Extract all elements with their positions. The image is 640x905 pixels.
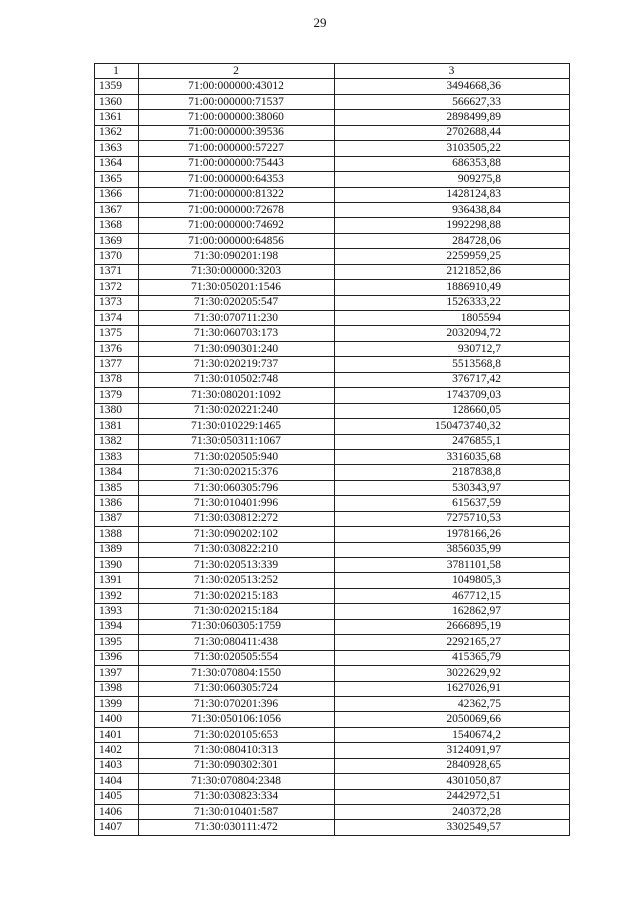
table-row [95,141,570,156]
cadastral-value: 2292165,27 [335,635,570,650]
cadastral-number: 71:30:020215:184 [139,604,335,619]
cadastral-number: 71:00:000000:64353 [139,172,335,187]
table-row [95,681,570,696]
row-number: 1407 [95,820,139,835]
row-number: 1396 [95,650,139,665]
row-number: 1379 [95,388,139,403]
table-row [95,465,570,480]
cadastral-number: 71:30:020219:737 [139,357,335,372]
row-number: 1401 [95,727,139,742]
table-row [95,403,570,418]
cadastral-value: 1049805,3 [335,573,570,588]
cadastral-value: 7275710,53 [335,511,570,526]
cadastral-number: 71:30:060703:173 [139,326,335,341]
cadastral-number: 71:30:080201:1092 [139,388,335,403]
table-row [95,496,570,511]
table-row [95,218,570,233]
cadastral-value: 467712,15 [335,588,570,603]
cadastral-value: 930712,7 [335,341,570,356]
table-row [95,650,570,665]
row-number: 1376 [95,341,139,356]
cadastral-number: 71:00:000000:81322 [139,187,335,202]
cadastral-number: 71:30:070804:2348 [139,774,335,789]
table-row [95,588,570,603]
cadastral-number: 71:30:020505:554 [139,650,335,665]
row-number: 1394 [95,619,139,634]
table-row [95,743,570,758]
cadastral-number: 71:00:000000:75443 [139,156,335,171]
cadastral-value: 3781101,58 [335,558,570,573]
table-row [95,480,570,495]
table-row [95,280,570,295]
cadastral-number: 71:30:070201:396 [139,696,335,711]
row-number: 1381 [95,419,139,434]
table-row [95,233,570,248]
cadastral-number: 71:30:020513:252 [139,573,335,588]
cadastral-number: 71:30:030823:334 [139,789,335,804]
cadastral-value: 2666895,19 [335,619,570,634]
cadastral-value: 3856035,99 [335,542,570,557]
cadastral-value: 3022629,92 [335,666,570,681]
row-number: 1370 [95,249,139,264]
cadastral-value: 3124091,97 [335,743,570,758]
cadastral-value: 615637,59 [335,496,570,511]
table-row [95,558,570,573]
table-row [95,326,570,341]
page-number: 29 [313,15,327,30]
table-row [95,372,570,387]
row-number: 1393 [95,604,139,619]
table-body [95,79,570,835]
row-number: 1388 [95,527,139,542]
row-number: 1374 [95,311,139,326]
row-number: 1359 [95,79,139,94]
cadastral-value: 2840928,65 [335,758,570,773]
table-row [95,125,570,140]
table-row [95,666,570,681]
row-number: 1380 [95,403,139,418]
cadastral-number: 71:30:020505:940 [139,449,335,464]
cadastral-value: 42362,75 [335,696,570,711]
cadastral-number: 71:30:050106:1056 [139,712,335,727]
row-number: 1392 [95,588,139,603]
table-row [95,774,570,789]
table-row [95,573,570,588]
cadastral-number: 71:30:030111:472 [139,820,335,835]
cadastral-number: 71:00:000000:43012 [139,79,335,94]
table-row [95,619,570,634]
row-number: 1397 [95,666,139,681]
cadastral-number: 71:30:020221:240 [139,403,335,418]
cadastral-value: 686353,88 [335,156,570,171]
table-row [95,434,570,449]
cadastral-number: 71:30:080411:438 [139,635,335,650]
table-row [95,341,570,356]
row-number: 1391 [95,573,139,588]
table-row [95,110,570,125]
row-number: 1373 [95,295,139,310]
cadastral-number: 71:30:000000:3203 [139,264,335,279]
cadastral-value: 4301050,87 [335,774,570,789]
cadastral-value: 2442972,51 [335,789,570,804]
table-row [95,311,570,326]
row-number: 1361 [95,110,139,125]
cadastral-number: 71:30:050201:1546 [139,280,335,295]
cadastral-number: 71:30:090201:198 [139,249,335,264]
row-number: 1390 [95,558,139,573]
row-number: 1398 [95,681,139,696]
cadastral-value: 1992298,88 [335,218,570,233]
row-number: 1371 [95,264,139,279]
cadastral-number: 71:30:010401:996 [139,496,335,511]
row-number: 1372 [95,280,139,295]
table-row [95,758,570,773]
cadastral-number: 71:30:090302:301 [139,758,335,773]
table-row [95,156,570,171]
table-row [95,727,570,742]
cadastral-number: 71:30:060305:796 [139,480,335,495]
table-row [95,511,570,526]
table-row [95,604,570,619]
table-row [95,79,570,94]
table-row [95,696,570,711]
row-number: 1366 [95,187,139,202]
cadastral-number: 71:30:010502:748 [139,372,335,387]
cadastral-number: 71:30:020105:653 [139,727,335,742]
cadastral-number: 71:00:000000:57227 [139,141,335,156]
cadastral-value: 150473740,32 [335,419,570,434]
row-number: 1362 [95,125,139,140]
row-number: 1382 [95,434,139,449]
cadastral-number: 71:30:070711:230 [139,311,335,326]
cadastral-number: 71:30:010401:587 [139,805,335,820]
row-number: 1375 [95,326,139,341]
header-col-1: 1 [95,64,139,79]
cadastral-value: 2259959,25 [335,249,570,264]
table-row [95,449,570,464]
table-row [95,635,570,650]
cadastral-value: 2898499,89 [335,110,570,125]
table-row [95,202,570,217]
table-row [95,805,570,820]
row-number: 1364 [95,156,139,171]
cadastral-value: 5513568,8 [335,357,570,372]
cadastral-value: 240372,28 [335,805,570,820]
cadastral-value: 2032094,72 [335,326,570,341]
cadastral-value: 376717,42 [335,372,570,387]
cadastral-value: 2187838,8 [335,465,570,480]
cadastral-value: 2702688,44 [335,125,570,140]
cadastral-value: 909275,8 [335,172,570,187]
table-row [95,419,570,434]
cadastral-value: 3316035,68 [335,449,570,464]
table-row [95,820,570,835]
cadastral-number: 71:30:020205:547 [139,295,335,310]
table-row [95,264,570,279]
cadastral-value: 2121852,86 [335,264,570,279]
cadastral-value: 1428124,83 [335,187,570,202]
table-row [95,789,570,804]
table-header [95,64,570,79]
cadastral-value: 3302549,57 [335,820,570,835]
cadastral-value: 2476855,1 [335,434,570,449]
cadastral-number: 71:00:000000:39536 [139,125,335,140]
cadastral-number: 71:30:090301:240 [139,341,335,356]
row-number: 1389 [95,542,139,557]
cadastral-value: 1805594 [335,311,570,326]
row-number: 1405 [95,789,139,804]
table-row [95,187,570,202]
table-row [95,249,570,264]
cadastral-value: 1886910,49 [335,280,570,295]
cadastral-number: 71:30:020215:183 [139,588,335,603]
row-number: 1383 [95,449,139,464]
cadastral-value: 284728,06 [335,233,570,248]
row-number: 1363 [95,141,139,156]
row-number: 1369 [95,233,139,248]
cadastral-number: 71:30:030822:210 [139,542,335,557]
cadastral-value: 530343,97 [335,480,570,495]
cadastral-value: 128660,05 [335,403,570,418]
cadastral-value: 1978166,26 [335,527,570,542]
row-number: 1384 [95,465,139,480]
cadastral-value: 566627,33 [335,94,570,109]
table-row [95,388,570,403]
cadastral-value: 3103505,22 [335,141,570,156]
cadastral-value: 1743709,03 [335,388,570,403]
row-number: 1386 [95,496,139,511]
header-col-2: 2 [139,64,335,79]
table-row [95,712,570,727]
cadastral-number: 71:30:050311:1067 [139,434,335,449]
cadastral-number: 71:00:000000:71537 [139,94,335,109]
row-number: 1378 [95,372,139,387]
cadastral-number: 71:30:020513:339 [139,558,335,573]
cadastral-number: 71:00:000000:64856 [139,233,335,248]
table-row [95,295,570,310]
row-number: 1385 [95,480,139,495]
cadastral-value: 415365,79 [335,650,570,665]
row-number: 1402 [95,743,139,758]
cadastral-number: 71:30:010229:1465 [139,419,335,434]
cadastral-number: 71:00:000000:72678 [139,202,335,217]
cadastral-number: 71:00:000000:74692 [139,218,335,233]
cadastral-number: 71:30:090202:102 [139,527,335,542]
row-number: 1368 [95,218,139,233]
cadastral-number: 71:30:060305:1759 [139,619,335,634]
header-row [95,64,570,79]
table-row [95,172,570,187]
row-number: 1387 [95,511,139,526]
table-row [95,542,570,557]
cadastral-value: 1627026,91 [335,681,570,696]
cadastral-value-table [94,63,570,836]
cadastral-value: 1540674,2 [335,727,570,742]
cadastral-value: 1526333,22 [335,295,570,310]
cadastral-value: 2050069,66 [335,712,570,727]
row-number: 1377 [95,357,139,372]
cadastral-number: 71:30:080410:313 [139,743,335,758]
cadastral-number: 71:30:030812:272 [139,511,335,526]
table-row [95,357,570,372]
header-col-3: 3 [335,64,570,79]
row-number: 1400 [95,712,139,727]
row-number: 1403 [95,758,139,773]
cadastral-number: 71:30:020215:376 [139,465,335,480]
row-number: 1367 [95,202,139,217]
row-number: 1360 [95,94,139,109]
cadastral-number: 71:30:070804:1550 [139,666,335,681]
cadastral-number: 71:00:000000:38060 [139,110,335,125]
table-row [95,94,570,109]
table-row [95,527,570,542]
row-number: 1404 [95,774,139,789]
row-number: 1365 [95,172,139,187]
cadastral-value: 162862,97 [335,604,570,619]
cadastral-value: 936438,84 [335,202,570,217]
row-number: 1399 [95,696,139,711]
cadastral-value: 3494668,36 [335,79,570,94]
row-number: 1406 [95,805,139,820]
row-number: 1395 [95,635,139,650]
cadastral-number: 71:30:060305:724 [139,681,335,696]
